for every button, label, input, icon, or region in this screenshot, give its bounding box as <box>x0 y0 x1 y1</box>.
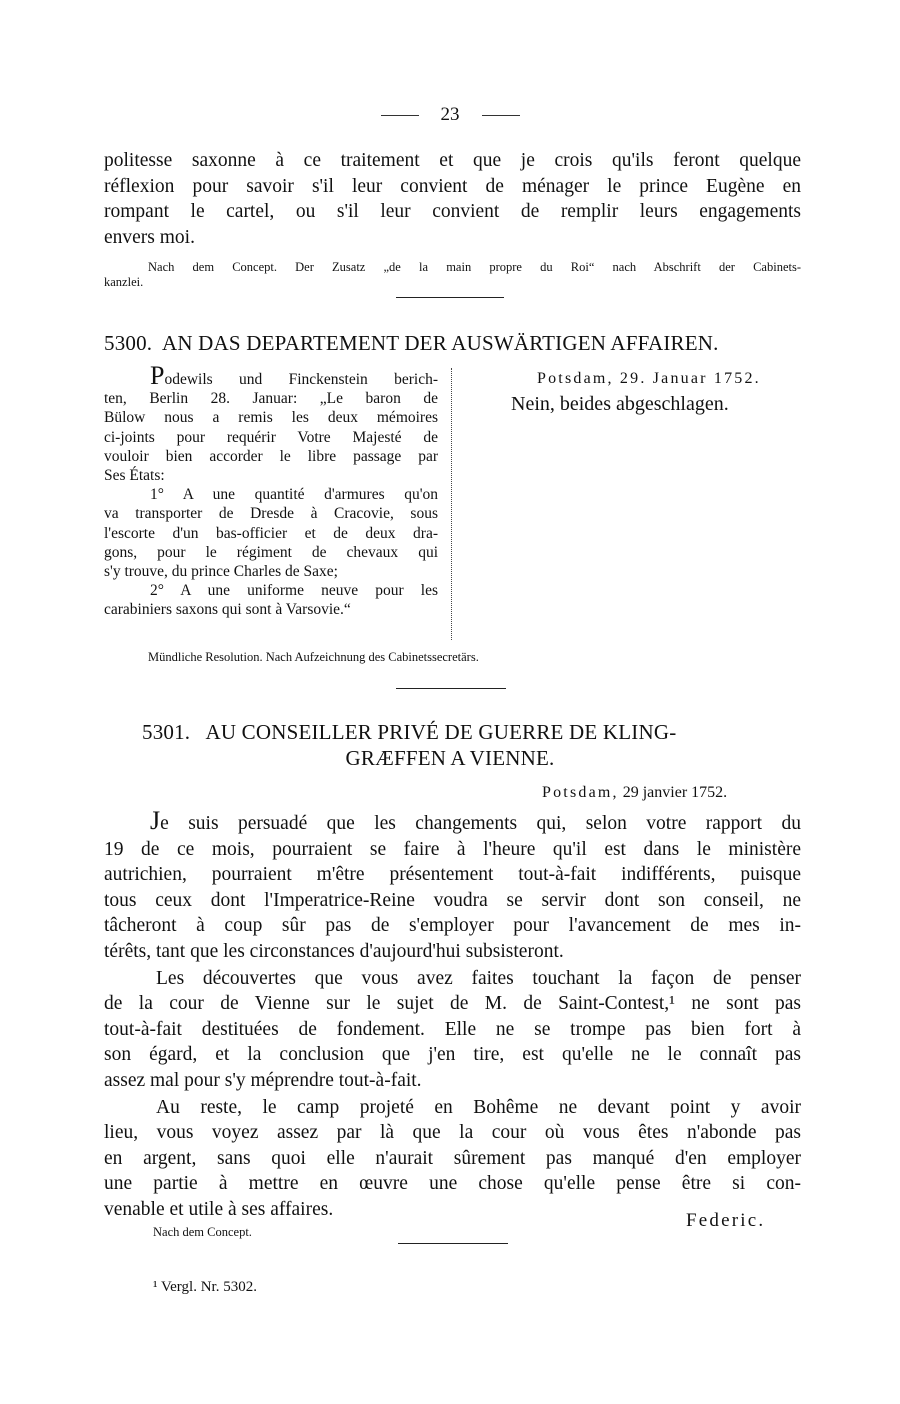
text-line: odewils und Finckenstein berich- <box>164 371 438 388</box>
text-line: va transporter de Dresde à Cracovie, sous <box>104 505 438 523</box>
letter-body <box>104 808 801 1223</box>
text-line: Bülow nous a remis les deux mémoires <box>104 409 438 427</box>
dateline-place: Potsdam, <box>542 784 619 801</box>
text-line: e suis persuadé que les changements qui, selon votre rapport du <box>160 813 801 834</box>
text-line: s'y trouve, du prince Charles de Saxe; <box>104 563 338 581</box>
separator-rule <box>396 688 506 689</box>
text-line: envers moi. <box>104 226 195 248</box>
page-number <box>0 104 900 126</box>
resolution-text: Nein, beides abgeschlagen. <box>511 393 729 415</box>
text-line: 19 de ce mois, pourraient se faire à l'heure qu'il est dans le ministère <box>104 838 801 860</box>
page-number-right-dash <box>482 115 520 116</box>
text-line: 2° A une uniforme neuve pour les <box>150 582 438 600</box>
text-line: 1° A une quantité d'armures qu'on <box>150 486 438 504</box>
text-line: ci-joints pour requérir Votre Majesté de <box>104 428 438 446</box>
section-5301-heading <box>142 720 676 745</box>
text-line: en argent, sans quoi elle n'aurait sûrement pas manqué d'en employer <box>104 1147 801 1169</box>
drop-initial: J <box>150 806 161 835</box>
text-line: tout-à-fait destituées de fondement. Elle ne se trompe pas bien fort à <box>104 1018 801 1040</box>
dateline: Potsdam, 29. Januar 1752. <box>537 370 761 387</box>
text-line: réflexion pour savoir s'il leur convient de ménager le prince Eugène en <box>104 175 801 197</box>
source-note-continuation: kanzlei. <box>104 275 144 289</box>
text-line: une partie à mettre en œuvre une chose qu'elle pense être si con- <box>104 1173 801 1195</box>
text-line: lieu, vous voyez assez par là que la cour où vous êtes n'abonde pas <box>104 1122 801 1144</box>
footnote: ¹ Vergl. Nr. 5302. <box>153 1279 257 1295</box>
text-line: vouloir bien accorder le libre passage par <box>104 447 438 465</box>
text-line: Au reste, le camp projeté en Bohême ne devant point y avoir <box>156 1096 801 1118</box>
text-line: l'escorte d'un bas-officier et de deux dra- <box>104 524 438 542</box>
page-number-text: 23 <box>440 104 460 125</box>
section-number: 5300. <box>104 331 153 355</box>
text-line: Les découvertes que vous avez faites touchant la façon de penser <box>156 967 801 989</box>
text-line: son égard, et la conclusion que j'en tire, est qu'elle ne le connaît pas <box>104 1044 801 1066</box>
text-line: gons, pour le régiment de chevaux qui <box>104 543 438 561</box>
text-line: assez mal pour s'y méprendre tout-à-fait. <box>104 1069 422 1091</box>
text-line: ten, Berlin 28. Januar: „Le baron de <box>104 390 438 408</box>
section-number: 5301. <box>142 720 191 744</box>
text-line: autrichien, pourraient m'être présentement tout-à-fait indifférents, puisque <box>104 864 801 886</box>
dateline-date: 29 janvier 1752. <box>622 784 728 801</box>
separator-rule <box>396 297 504 298</box>
text-line: de la cour de Vienne sur le sujet de M. de Saint-Contest,¹ ne sont pas <box>104 993 801 1015</box>
separator-rule <box>398 1243 508 1244</box>
opening-paragraph <box>104 148 801 250</box>
page-number-left-dash <box>381 115 419 116</box>
text-line: venable et utile à ses affaires. <box>104 1198 334 1220</box>
text-line: rompant le cartel, ou s'il leur convient de remplir leurs engagements <box>104 201 801 223</box>
text-line: politesse saxonne à ce traitement et que je crois qu'ils feront quelque <box>104 150 801 171</box>
section-title: AN DAS DEPARTEMENT DER AUSWÄRTIGEN AFFAIREN. <box>162 331 719 355</box>
source-note: Nach dem Concept. <box>153 1225 252 1239</box>
section-5300-summary <box>104 361 438 620</box>
text-line: carabiniers saxons qui sont à Varsovie.“ <box>104 601 351 619</box>
text-line: tous ceux dont l'Imperatrice-Reine voudra se servir dont son conseil, ne <box>104 889 801 911</box>
text-line: tâcheront à coup sûr pas de s'employer pour l'avancement de mes in- <box>104 915 801 937</box>
section-title-line: GRÆFFEN A VIENNE. <box>345 746 555 770</box>
column-divider <box>451 368 452 640</box>
source-note: Mündliche Resolution. Nach Aufzeichnung des Cabinetssecretärs. <box>148 650 479 664</box>
text-line: Ses États: <box>104 467 165 485</box>
source-note: Nach dem Concept. Der Zusatz „de la main propre du Roi“ nach Abschrift der Cabinets- <box>148 260 801 274</box>
drop-initial: P <box>150 361 165 390</box>
text-line: térêts, tant que les circonstances d'aujourd'hui subsisteront. <box>104 940 564 962</box>
signature: Federic. <box>686 1210 766 1231</box>
section-5300-heading <box>104 331 804 356</box>
dateline <box>542 784 727 802</box>
section-title-line: AU CONSEILLER PRIVÉ DE GUERRE DE KLING- <box>205 720 677 744</box>
